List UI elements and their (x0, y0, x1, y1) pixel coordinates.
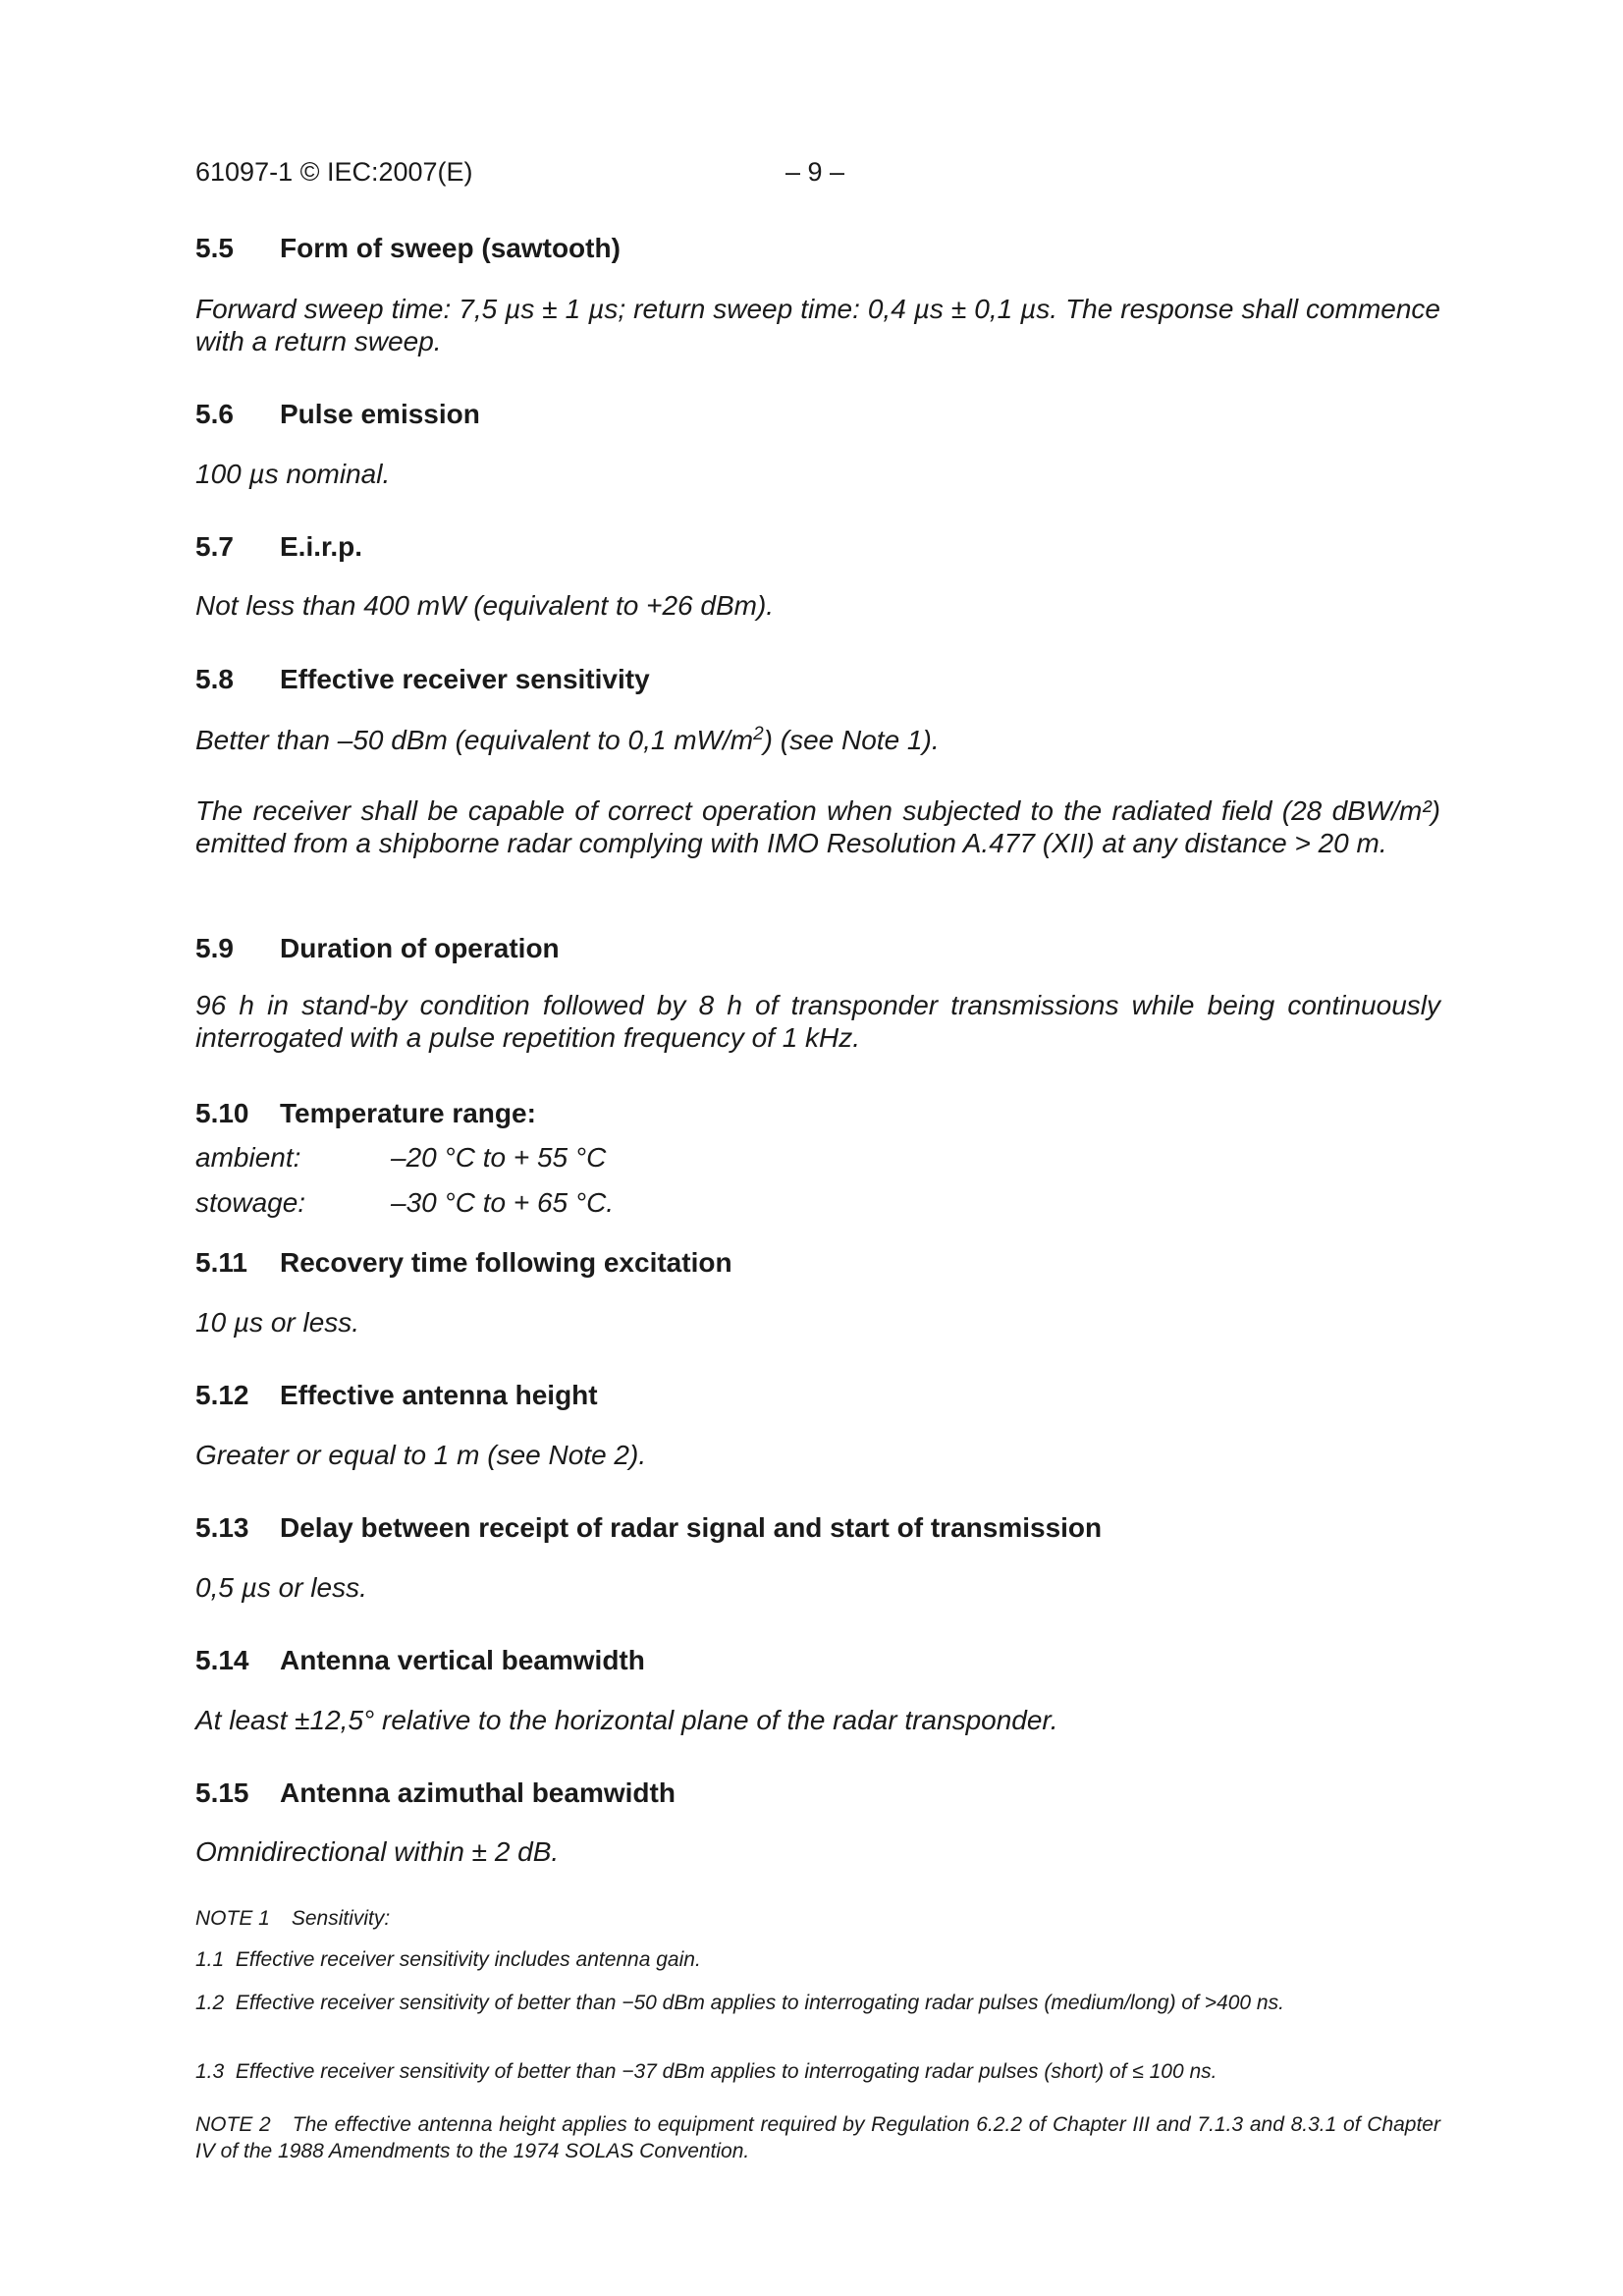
section-title: Effective receiver sensitivity (280, 664, 650, 694)
section-number: 5.13 (195, 1512, 249, 1543)
note-item-1-2 (195, 1990, 1487, 2016)
note-label: NOTE 2 (195, 2113, 271, 2136)
section-number: 5.9 (195, 933, 234, 963)
section-title: E.i.r.p. (280, 531, 363, 562)
section-5-13-heading (195, 1512, 1102, 1544)
section-number: 5.8 (195, 664, 234, 694)
section-number: 5.7 (195, 531, 234, 562)
section-5-15-heading (195, 1777, 676, 1809)
section-5-7-heading (195, 531, 362, 563)
note-item-1-3 (195, 2058, 1487, 2085)
note-item-text: Effective receiver sensitivity includes antenna gain. (235, 1948, 701, 1971)
temperature-label-ambient: ambient: (195, 1142, 301, 1173)
note-title: Sensitivity: (291, 1907, 391, 1930)
temperature-value-ambient: –20 °C to + 55 °C (391, 1142, 607, 1173)
section-5-9-text: 96 h in stand-by condition followed by 8 h of transponder transmissions while being continuously interrogated with a pulse repetition frequency of 1 kHz. (195, 990, 1440, 1053)
page-number: – 9 – (785, 157, 845, 187)
section-title: Antenna vertical beamwidth (280, 1645, 645, 1675)
section-title: Pulse emission (280, 399, 480, 429)
section-number: 5.11 (195, 1247, 247, 1278)
section-5-12-text: Greater or equal to 1 m (see Note 2). (195, 1440, 647, 1470)
section-title: Temperature range: (280, 1098, 536, 1128)
section-5-11-heading (195, 1247, 732, 1279)
section-5-15-text: Omnidirectional within ± 2 dB. (195, 1836, 560, 1867)
section-5-6-heading (195, 399, 480, 430)
section-5-5-text: Forward sweep time: 7,5 µs ± 1 µs; return sweep time: 0,4 µs ± 0,1 µs. The response shall commence with a return sweep. (195, 294, 1440, 356)
note-text: The effective antenna height applies to equipment required by Regulation 6.2.2 of Chapter III and 7.1.3 and 8.3.1 of Chapter IV of the 1988 Amendments to the 1974 SOLAS Convention. (195, 2113, 1440, 2162)
section-number: 5.15 (195, 1777, 249, 1808)
section-title: Effective antenna height (280, 1380, 598, 1410)
section-number: 5.12 (195, 1380, 249, 1410)
document-reference: 61097-1 © IEC:2007(E) (195, 157, 473, 187)
section-title: Antenna azimuthal beamwidth (280, 1777, 676, 1808)
note-item-1-1 (195, 1946, 1487, 1973)
section-5-11-text: 10 µs or less. (195, 1307, 360, 1338)
section-5-10-heading (195, 1098, 536, 1129)
section-5-14-heading (195, 1645, 645, 1676)
section-5-8-paragraph: The receiver shall be capable of correct operation when subjected to the radiated field (28 dBW/m²) emitted from a shipborne radar complying with IMO Resolution A.477 (XII) at any distance > 20 m. (195, 795, 1440, 858)
section-5-13-text: 0,5 µs or less. (195, 1572, 367, 1603)
note-label: NOTE 1 (195, 1907, 270, 1930)
section-5-8-heading (195, 664, 650, 695)
section-5-6-text: 100 µs nominal. (195, 459, 391, 489)
section-title: Form of sweep (sawtooth) (280, 233, 621, 263)
section-number: 5.10 (195, 1098, 249, 1128)
section-title: Duration of operation (280, 933, 560, 963)
temperature-value-stowage: –30 °C to + 65 °C. (391, 1187, 615, 1218)
section-number: 5.14 (195, 1645, 249, 1675)
note-item-number: 1.3 (195, 2060, 225, 2083)
section-5-7-text: Not less than 400 mW (equivalent to +26 dBm). (195, 590, 775, 621)
note-item-text: Effective receiver sensitivity of better than −50 dBm applies to interrogating radar pulses (medium/long) of >400 ns. (235, 1992, 1284, 2014)
note-1-heading (195, 1907, 390, 1931)
section-5-8-text: Better than –50 dBm (equivalent to 0,1 $mW/m^2$) (see Note 1). (195, 724, 940, 755)
section-5-5-heading (195, 233, 621, 264)
section-number: 5.6 (195, 399, 234, 429)
section-5-12-heading (195, 1380, 598, 1411)
section-title: Delay between receipt of radar signal and start of transmission (280, 1512, 1103, 1543)
note-item-number: 1.2 (195, 1992, 225, 2014)
note-item-number: 1.1 (195, 1948, 225, 1971)
note-2 (195, 2111, 1440, 2164)
superscript: 2 (753, 724, 764, 744)
section-5-14-text: At least ±12,5° relative to the horizontal plane of the radar transponder. (195, 1705, 1058, 1735)
note-item-text: Effective receiver sensitivity of better than −37 dBm applies to interrogating radar pulses (short) of ≤ 100 ns. (235, 2060, 1217, 2083)
temperature-label-stowage: stowage: (195, 1187, 306, 1218)
section-number: 5.5 (195, 233, 234, 263)
section-5-9-heading (195, 933, 560, 964)
section-title: Recovery time following excitation (280, 1247, 732, 1278)
